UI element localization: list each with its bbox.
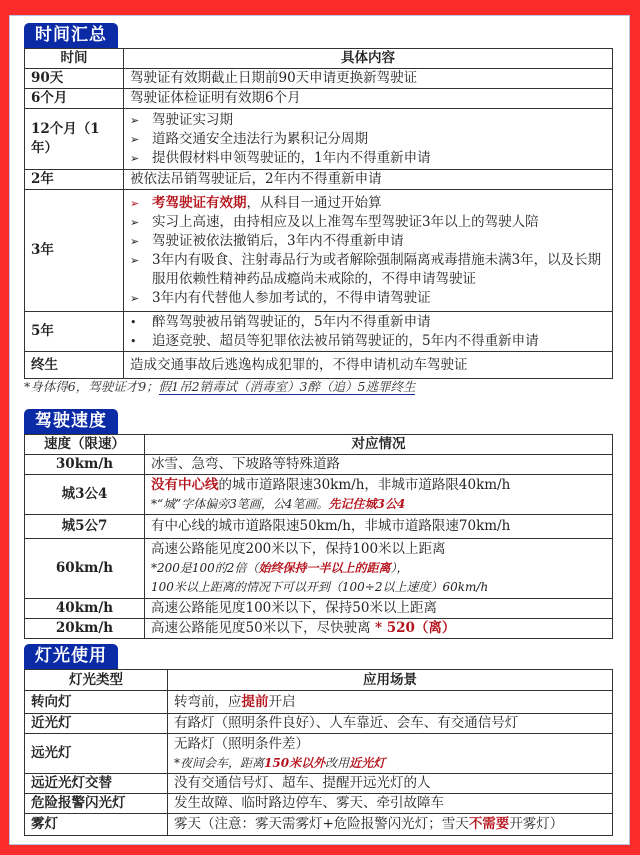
text-segment: 造成交通事故后逃逸构成犯罪的，不得申请机动车驾驶证 — [130, 356, 468, 373]
footnote — [24, 377, 415, 395]
bullet-icon: ➢ — [130, 234, 140, 248]
line-text — [151, 495, 405, 514]
table-header-row — [25, 49, 613, 69]
bullet-icon: • — [130, 334, 137, 348]
table-row — [25, 190, 613, 312]
row-key: 终生 — [25, 352, 124, 379]
table-row — [25, 619, 613, 639]
table-row — [25, 69, 613, 89]
bullet-icon: ➢ — [130, 253, 140, 267]
line-text — [174, 693, 296, 712]
table-row — [25, 814, 613, 836]
table-row — [25, 794, 613, 814]
content-line — [174, 714, 606, 733]
text-segment: 发生故障、临时路边停车、雾天、牵引故障车 — [174, 795, 444, 811]
row-content — [168, 714, 613, 734]
line-text — [152, 149, 431, 168]
section-title-lights: 灯光使用 — [24, 644, 118, 669]
table-row — [25, 89, 613, 109]
row-content — [145, 475, 613, 515]
text-segment: ，从科目一通过开始算 — [246, 194, 382, 211]
line-text — [174, 815, 563, 834]
row-key: 3年 — [25, 190, 124, 312]
content-line — [174, 774, 606, 793]
table-header-row — [25, 670, 613, 691]
content-line — [151, 476, 606, 495]
row-key: 转向灯 — [25, 691, 168, 714]
row-key: 近光灯 — [25, 714, 168, 734]
row-content — [124, 69, 613, 89]
highlight-text: 150米以外 — [264, 755, 326, 770]
line-text — [151, 619, 455, 638]
text-segment: *夜间会车，距离 — [174, 755, 265, 770]
content-line — [151, 540, 606, 559]
content-line — [130, 313, 606, 332]
line-text — [152, 313, 431, 332]
column-header: 应用场景 — [168, 670, 613, 691]
row-key: 60km/h — [25, 539, 145, 599]
line-text — [151, 599, 437, 618]
row-key: 城5公7 — [25, 515, 145, 539]
content-line — [174, 794, 606, 813]
row-content — [124, 190, 613, 312]
row-content — [168, 794, 613, 814]
text-segment: 提供假材料申领驾驶证的，1年内不得重新申请 — [152, 149, 431, 166]
content-line — [130, 149, 606, 168]
content-line — [130, 170, 606, 189]
line-text — [152, 111, 233, 130]
content-line — [130, 251, 606, 289]
content-line — [130, 69, 606, 88]
line-text — [130, 356, 468, 375]
text-segment: 有路灯（照明条件良好）、人车靠近、会车、有交通信号灯 — [174, 715, 519, 731]
highlight-text: 不需要 — [468, 816, 510, 832]
line-text — [151, 517, 510, 536]
row-key: 远近光灯交替 — [25, 774, 168, 794]
text-segment: 驾驶证有效期截止日期前90天申请更换新驾驶证 — [130, 70, 418, 86]
text-segment: 有中心线的城市道路限速50km/h，非城市道路限速70km/h — [151, 518, 511, 534]
table-row — [25, 455, 613, 475]
highlight-text: 始终保持一半以上的距离 — [258, 561, 391, 575]
text-segment: 高速公路能见度100米以下，保持50米以上距离 — [151, 600, 437, 616]
time-summary-table — [24, 48, 613, 379]
text-segment: 高速公路能见度50米以下，尽快驶离 — [151, 620, 375, 636]
text-segment: *200是100的2倍（ — [151, 561, 259, 575]
line-text — [152, 194, 382, 213]
bullet-icon: ➢ — [130, 196, 140, 210]
row-content — [168, 691, 613, 714]
highlight-text: * 520（离） — [374, 620, 456, 636]
row-key: 5年 — [25, 312, 124, 352]
footnote-plain: *身体得6，驾驶证才9； — [24, 379, 159, 394]
text-segment: 驾驶证实习期 — [152, 111, 233, 128]
line-text — [152, 213, 539, 232]
text-segment: 100米以上距离的情况下可以开到（100÷2以上速度）60km/h — [151, 580, 489, 594]
line-text — [151, 578, 488, 597]
footnote-mnemonic: 假1吊2销毒试（消毒室）3醉（追）5逃罪终生 — [158, 379, 416, 394]
bullet-icon: ➢ — [130, 151, 140, 165]
row-key: 40km/h — [25, 599, 145, 619]
highlight-text: 考驾驶证有效期 — [152, 194, 247, 211]
row-content — [124, 352, 613, 379]
row-content — [168, 814, 613, 836]
table-row — [25, 170, 613, 190]
row-content — [124, 89, 613, 109]
line-text — [151, 476, 510, 495]
line-text — [152, 130, 368, 149]
text-segment: 高速公路能见度200米以下，保持100米以上距离 — [151, 541, 446, 557]
column-header: 对应情况 — [145, 435, 613, 455]
row-key: 城3公4 — [25, 475, 145, 515]
line-text — [152, 251, 606, 289]
text-segment: 转弯前，应 — [174, 693, 242, 710]
text-segment: ）， — [390, 561, 409, 575]
text-segment: 驾驶证体检证明有效期6个月 — [130, 90, 301, 106]
row-key: 90天 — [25, 69, 124, 89]
line-text — [151, 455, 340, 474]
text-segment: 的城市道路限速30km/h，非城市道路限40km/h — [218, 476, 511, 493]
content-line — [151, 599, 606, 618]
highlight-text: 提前 — [241, 693, 269, 710]
content-line — [130, 130, 606, 149]
section-title-time-summary: 时间汇总 — [24, 23, 118, 48]
content-line — [151, 455, 606, 474]
line-text — [174, 735, 309, 754]
text-segment: 3年内有代替他人参加考试的，不得申请驾驶证 — [152, 289, 431, 306]
line-text — [152, 232, 404, 251]
line-text — [174, 794, 444, 813]
text-segment: 醉驾驾驶被吊销驾驶证的，5年内不得重新申请 — [152, 313, 431, 330]
line-text — [151, 540, 446, 559]
row-content — [145, 619, 613, 639]
column-header: 时间 — [25, 49, 124, 69]
column-header: 速度（限速） — [25, 435, 145, 455]
speed-table — [24, 434, 613, 639]
content-line — [151, 517, 606, 536]
line-text — [174, 714, 518, 733]
table-row — [25, 734, 613, 774]
row-key: 2年 — [25, 170, 124, 190]
table-row — [25, 312, 613, 352]
content-line — [151, 495, 606, 514]
table-row — [25, 515, 613, 539]
line-text — [174, 774, 431, 793]
content-line — [174, 754, 606, 773]
content-line — [151, 619, 606, 638]
table-row — [25, 774, 613, 794]
text-segment: 开启 — [268, 693, 296, 710]
row-content — [145, 515, 613, 539]
text-segment: 改用 — [325, 755, 350, 770]
lights-table — [24, 669, 613, 836]
row-key: 雾灯 — [25, 814, 168, 836]
line-text — [152, 289, 431, 308]
table-row — [25, 352, 613, 379]
bullet-icon: ➢ — [130, 215, 140, 229]
row-key: 30km/h — [25, 455, 145, 475]
section-title-speed: 驾驶速度 — [24, 409, 118, 434]
bullet-icon: ➢ — [130, 291, 140, 305]
text-segment: 被依法吊销驾驶证后，2年内不得重新申请 — [130, 171, 382, 187]
text-segment: 实习上高速，由持相应及以上准驾车型驾驶证3年以上的驾驶人陪 — [152, 213, 539, 230]
bullet-icon: ➢ — [130, 132, 140, 146]
bullet-icon: • — [130, 315, 137, 329]
line-text — [130, 170, 382, 189]
text-segment: 驾驶证被依法撤销后，3年内不得重新申请 — [152, 232, 404, 249]
row-key: 20km/h — [25, 619, 145, 639]
line-text — [152, 332, 539, 351]
text-segment: 没有交通信号灯、超车、提醒开远光灯的人 — [174, 775, 431, 791]
table-row — [25, 539, 613, 599]
line-text — [151, 559, 408, 578]
column-header: 具体内容 — [124, 49, 613, 69]
row-key: 12个月（1年） — [25, 109, 124, 170]
content-line — [174, 815, 606, 834]
content-line — [130, 356, 606, 375]
row-key: 危险报警闪光灯 — [25, 794, 168, 814]
row-content — [145, 455, 613, 475]
text-segment: 开雾灯） — [509, 816, 564, 832]
content-line — [174, 735, 606, 754]
text-segment: 追逐竞驶、超员等犯罪依法被吊销驾驶证的，5年内不得重新申请 — [152, 332, 539, 349]
content-line — [151, 559, 606, 578]
table-row — [25, 714, 613, 734]
line-text — [130, 89, 301, 108]
text-segment: *“城”字体偏旁3笔画，公4笔画。 — [151, 496, 329, 511]
row-key: 远光灯 — [25, 734, 168, 774]
column-header: 灯光类型 — [25, 670, 168, 691]
highlight-text: 没有中心线 — [151, 476, 219, 493]
table-row — [25, 475, 613, 515]
row-key: 6个月 — [25, 89, 124, 109]
row-content — [124, 312, 613, 352]
highlight-text: 先记住城3公4 — [328, 496, 406, 511]
content-line — [130, 111, 606, 130]
row-content — [145, 539, 613, 599]
content-line — [130, 332, 606, 351]
text-segment: 3年内有吸食、注射毒品行为或者解除强制隔离戒毒措施未满3年，以及长期服用依赖性精神药品成瘾尚未戒除的，不得申请驾驶证 — [152, 251, 602, 287]
highlight-text: 近光灯 — [349, 755, 386, 770]
text-segment: 冰雪、急弯、下坡路等特殊道路 — [151, 456, 340, 472]
content-line — [130, 194, 606, 213]
table-row — [25, 691, 613, 714]
row-content — [124, 170, 613, 190]
row-content — [124, 109, 613, 170]
row-content — [168, 774, 613, 794]
bullet-icon: ➢ — [130, 113, 140, 127]
text-segment: 雾天（注意：雾天需雾灯+危险报警闪光灯；雪天 — [174, 816, 469, 832]
table-header-row — [25, 435, 613, 455]
row-content — [168, 734, 613, 774]
row-content — [145, 599, 613, 619]
line-text — [130, 69, 417, 88]
line-text — [174, 754, 385, 773]
table-row — [25, 599, 613, 619]
content-line — [130, 213, 606, 232]
content-line — [174, 693, 606, 712]
text-segment: 道路交通安全违法行为累积记分周期 — [152, 130, 368, 147]
table-row — [25, 109, 613, 170]
content-line — [130, 289, 606, 308]
content-line — [130, 89, 606, 108]
content-line — [151, 578, 606, 597]
content-line — [130, 232, 606, 251]
text-segment: 无路灯（照明条件差） — [174, 735, 309, 752]
